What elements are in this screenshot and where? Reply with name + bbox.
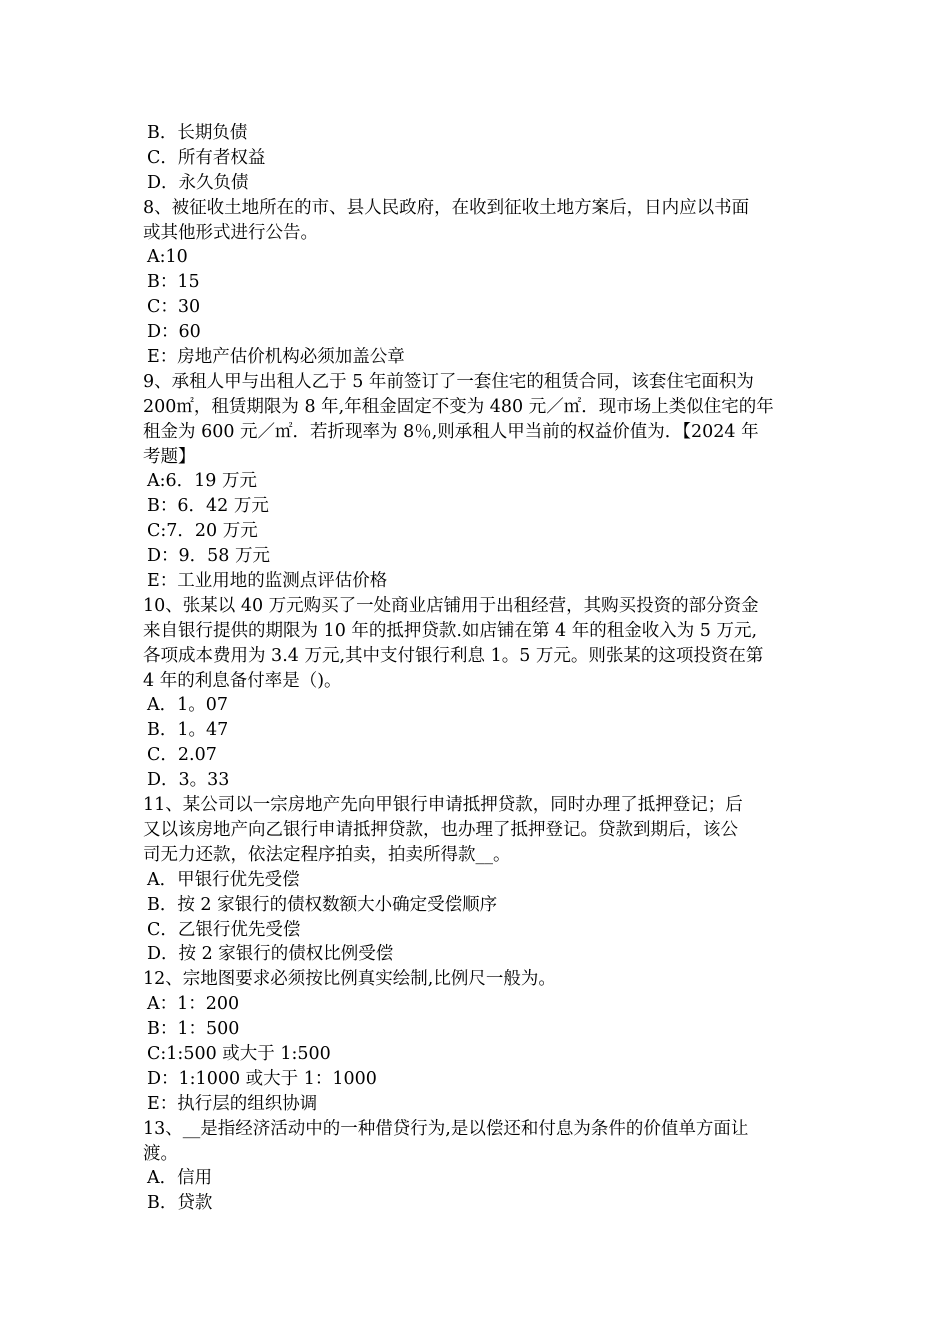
answer-option-line: A．甲银行优先受偿 (147, 869, 300, 890)
question-text-line: 4 年的利息备付率是（)。 (143, 670, 342, 691)
question-text-line: 渡。 (143, 1143, 178, 1164)
answer-option-line: B：1：500 (147, 1019, 240, 1040)
answer-option-line: D：1:1000 或大于 1：1000 (147, 1068, 377, 1089)
answer-option-line: B．贷款 (147, 1193, 213, 1214)
answer-option-line: C．2.07 (147, 745, 217, 766)
question-text-line: 租金为 600 元／㎡．若折现率为 8％,则承租人甲当前的权益价值为．【2024 年 (143, 421, 759, 442)
answer-option-line: B．1。47 (147, 720, 229, 741)
answer-option-line: C：30 (147, 297, 201, 318)
question-text-line: 11、某公司以一宗房地产先向甲银行申请抵押贷款，同时办理了抵押登记；后 (143, 795, 743, 816)
answer-option-line: D．3。33 (147, 770, 230, 791)
answer-option-line: A：1：200 (147, 994, 240, 1015)
answer-option-line: D．按 2 家银行的债权比例受偿 (147, 944, 394, 965)
question-text-line: 12、宗地图要求必须按比例真实绘制,比例尺一般为。 (143, 969, 556, 990)
document-page (143, 121, 808, 1216)
answer-option-line: B：15 (147, 272, 200, 293)
question-text-line: 200㎡，租赁期限为 8 年,年租金固定不变为 480 元／㎡．现市场上类似住宅的年 (143, 396, 774, 417)
answer-option-line: D：9．58 万元 (147, 546, 270, 567)
question-text-line: 或其他形式进行公告。 (143, 222, 318, 243)
answer-option-line: E：工业用地的监测点评估价格 (147, 571, 388, 592)
question-text-line: 9、承租人甲与出租人乙于 5 年前签订了一套住宅的租赁合同，该套住宅面积为 (143, 371, 754, 392)
question-text-line: 司无力还款，依法定程序拍卖，拍卖所得款__。 (143, 844, 511, 865)
answer-option-line: A．信用 (147, 1168, 213, 1189)
answer-option-line: A:10 (147, 247, 188, 268)
answer-option-line: B．长期负债 (147, 123, 248, 143)
answer-option-line: C:1:500 或大于 1:500 (147, 1043, 331, 1064)
question-text-line: 8、被征收土地所在的市、县人民政府，在收到征收土地方案后，日内应以书面 (143, 197, 750, 218)
question-text-line: 来自银行提供的期限为 10 年的抵押贷款.如店铺在第 4 年的租金收入为 5 万元, (143, 620, 758, 641)
answer-option-line: D：60 (147, 322, 201, 343)
question-text-line: 各项成本费用为 3.4 万元,其中支付银行利息 1。5 万元。则张某的这项投资在第 (143, 645, 764, 666)
question-text-line: 又以该房地产向乙银行申请抵押贷款，也办理了抵押登记。贷款到期后，该公 (143, 819, 738, 840)
question-text-line: 13、__是指经济活动中的一种借贷行为,是以偿还和付息为条件的价值单方面让 (143, 1118, 749, 1139)
question-text-line: 考题】 (143, 446, 196, 467)
answer-option-line: A:6．19 万元 (147, 471, 257, 492)
answer-option-line: A．1。07 (147, 695, 229, 716)
answer-option-line: C．所有者权益 (147, 147, 266, 168)
question-text-line: 10、张某以 40 万元购买了一处商业店铺用于出租经营，其购买投资的部分资金 (143, 595, 759, 616)
answer-option-line: C．乙银行优先受偿 (147, 919, 301, 940)
answer-option-line: E：执行层的组织协调 (147, 1093, 318, 1114)
answer-option-line: C:7．20 万元 (147, 521, 258, 542)
answer-option-line: B．按 2 家银行的债权数额大小确定受偿顺序 (147, 894, 498, 915)
answer-option-line: B：6．42 万元 (147, 496, 269, 517)
answer-option-line: E：房地产估价机构必须加盖公章 (147, 347, 405, 368)
answer-option-line: D．永久负债 (147, 172, 249, 193)
